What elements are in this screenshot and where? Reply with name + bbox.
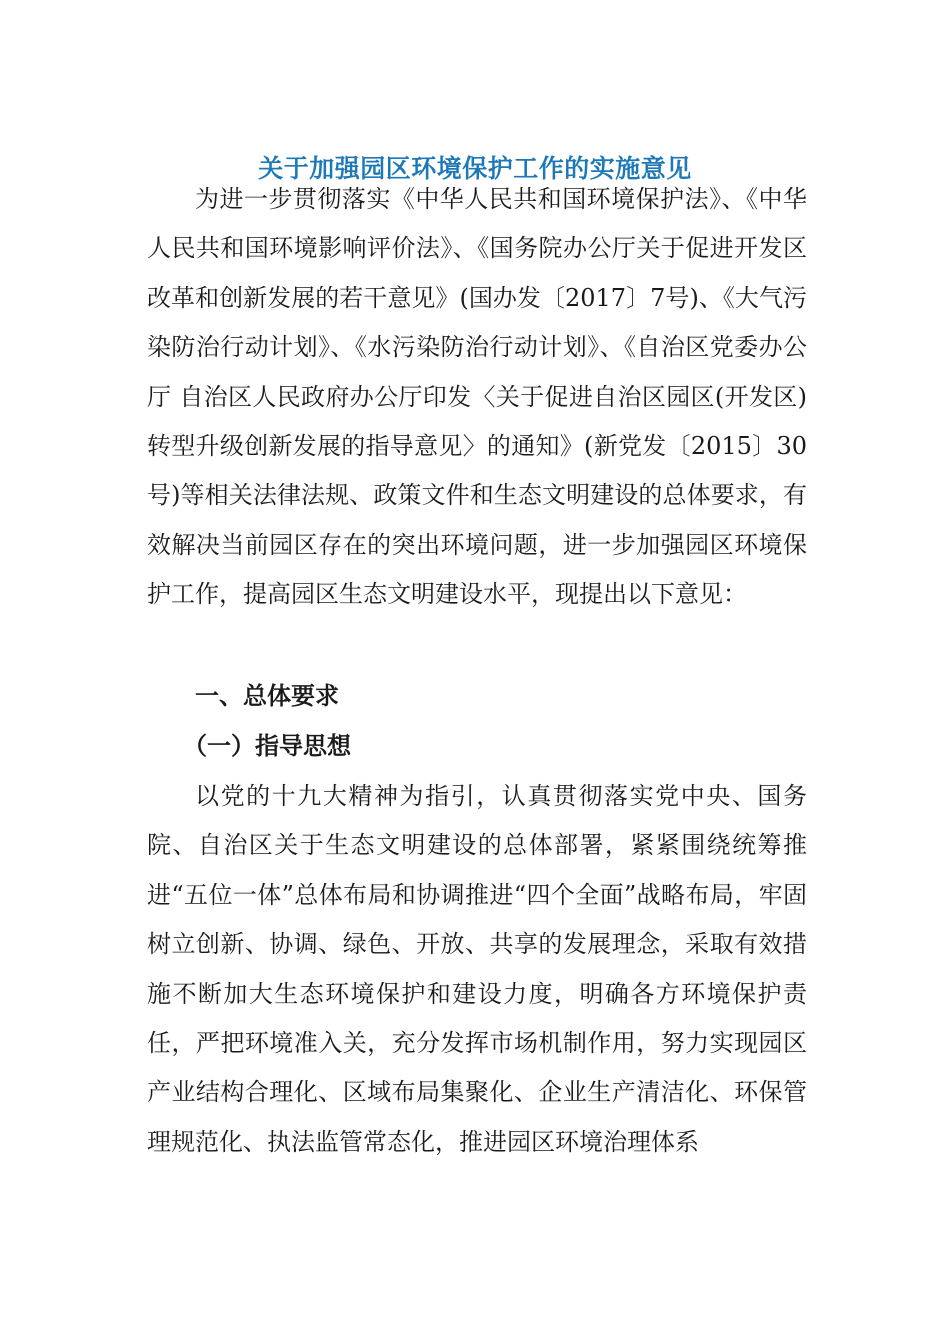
intro-paragraph: 为进一步贯彻落实《中华人民共和国环境保护法》、《中华人民共和国环境影响评价法》、《国务院办公厅关于促进开发区改革和创新发展的若干意见》(国办发〔2017〕7号)、《大气污染防治行动计划》、《水污染防治行动计划》、《自治区党委办公厅 自治区人民政府办公厅印发〈关于促进自治区园区(开发区)转型升级创新发展的指导意见〉的通知》(新党发〔2015〕30号)等相关法律法规、政策文件和生态文明建设的总体要求，有效解决当前园区存在的突出环境问题，进一步加强园区环境保护工作，提高园区生态文明建设水平，现提出以下意见：: [147, 185, 807, 609]
document-title: 关于加强园区环境保护工作的实施意见: [258, 153, 692, 183]
subsection-heading: （一）指导思想: [183, 731, 351, 760]
section-heading: 一、总体要求: [195, 682, 339, 710]
guiding-thought-paragraph: 以党的十九大精神为指引，认真贯彻落实党中央、国务院、自治区关于生态文明建设的总体部署，紧紧围绕统筹推进“五位一体”总体布局和协调推进“四个全面”战略布局，牢固树立创新、协调、绿色、开放、共享的发展理念，采取有效措施不断加大生态环境保护和建设力度，明确各方环境保护责任，严把环境准入关，充分发挥市场机制作用，努力实现园区产业结构合理化、区域布局集聚化、企业生产清洁化、环保管理规范化、执法监管常态化，推进园区环境治理体系: [147, 782, 807, 1156]
